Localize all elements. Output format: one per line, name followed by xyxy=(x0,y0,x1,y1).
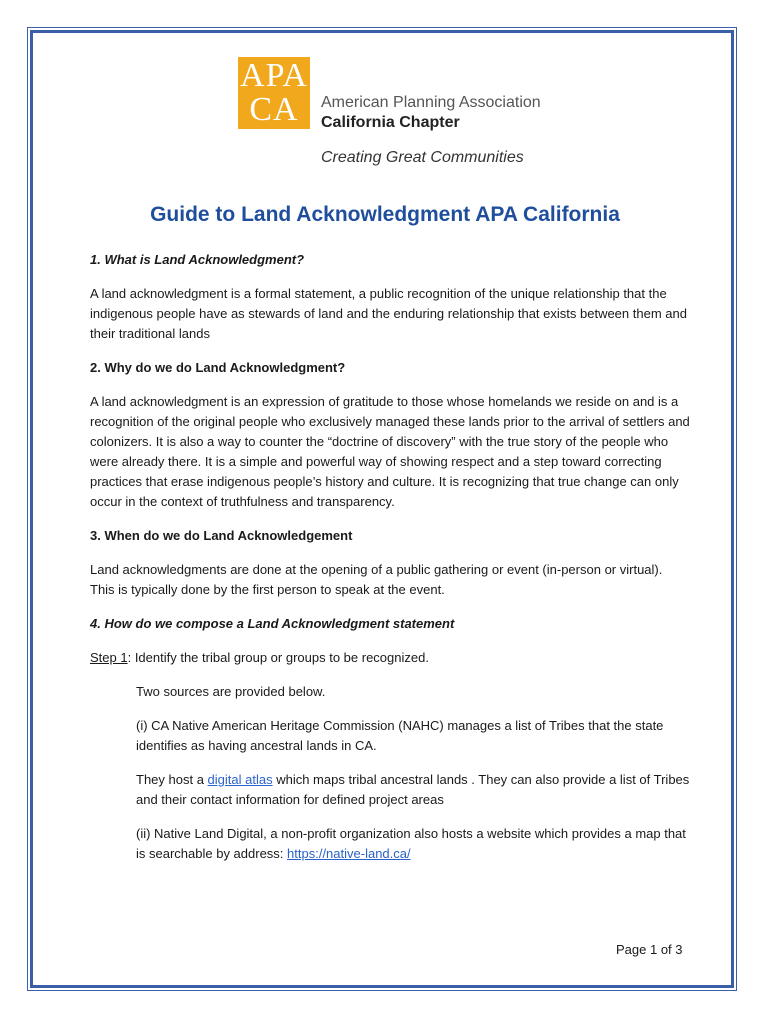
section-3-body: Land acknowledgments are done at the opening of a public gathering or event (in-person or virtual). This is typically done by the first person to speak at the event. xyxy=(90,562,663,597)
section-3-heading: 3. When do we do Land Acknowledgement xyxy=(90,528,353,543)
digital-atlas-link[interactable]: digital atlas xyxy=(207,772,273,787)
atlas-pre: They host a xyxy=(136,772,208,787)
section-2-heading: 2. Why do we do Land Acknowledgment? xyxy=(90,360,346,375)
section-1-body: A land acknowledgment is a formal statement, a public recognition of the unique relationship that the indigenous people have as stewards of land and the enduring relationship that exists between them and their traditional lands xyxy=(90,286,687,341)
source-1: (i) CA Native American Heritage Commission (NAHC) manages a list of Tribes that the state identifies as having ancestral lands in CA. xyxy=(136,718,664,753)
page-number: Page 1 of 3 xyxy=(616,942,683,957)
org-name: American Planning Association xyxy=(321,94,541,111)
step-1-label: Step 1 xyxy=(90,650,128,665)
apa-ca-logo-mark xyxy=(238,57,310,129)
page-title: Guide to Land Acknowledgment APA California xyxy=(150,203,620,226)
source-2 xyxy=(90,824,690,864)
atlas-post: which maps tribal ancestral lands . They can also provide a list of Tribes and their contact information for defined project areas xyxy=(136,772,690,807)
native-land-link[interactable]: https://native-land.ca/ xyxy=(287,846,411,861)
sources-intro: Two sources are provided below. xyxy=(136,684,326,699)
logo-line2: CA xyxy=(249,91,299,128)
logo-line1: APA xyxy=(240,57,308,94)
document-body xyxy=(90,250,690,864)
section-4-heading: 4. How do we compose a Land Acknowledgment statement xyxy=(90,616,455,631)
apa-logo xyxy=(238,57,541,172)
chapter-name: California Chapter xyxy=(321,114,460,131)
section-1-heading: 1. What is Land Acknowledgment? xyxy=(90,252,305,267)
source-2-text: (ii) Native Land Digital, a non-profit organization also hosts a website which provides a map that is searchable by address: xyxy=(136,826,686,861)
step-1 xyxy=(90,648,690,668)
step-1-text: : Identify the tribal group or groups to be recognized. xyxy=(127,650,429,665)
atlas-paragraph xyxy=(90,770,690,810)
section-2-body: A land acknowledgment is an expression of gratitude to those whose homelands we reside on and is a recognition of the original people who exclusively managed these lands prior to the arrival of settlers and colonizers. It is also a way to counter the “doctrine of discovery” with the true story of the people who were already there. It is a simple and powerful way of showing respect and a step toward correcting practices that erase indigenous people’s history and culture. It is recognizing that true change can only occur in the context of truthfulness and transparency. xyxy=(90,394,690,509)
tagline: Creating Great Communities xyxy=(321,149,524,166)
